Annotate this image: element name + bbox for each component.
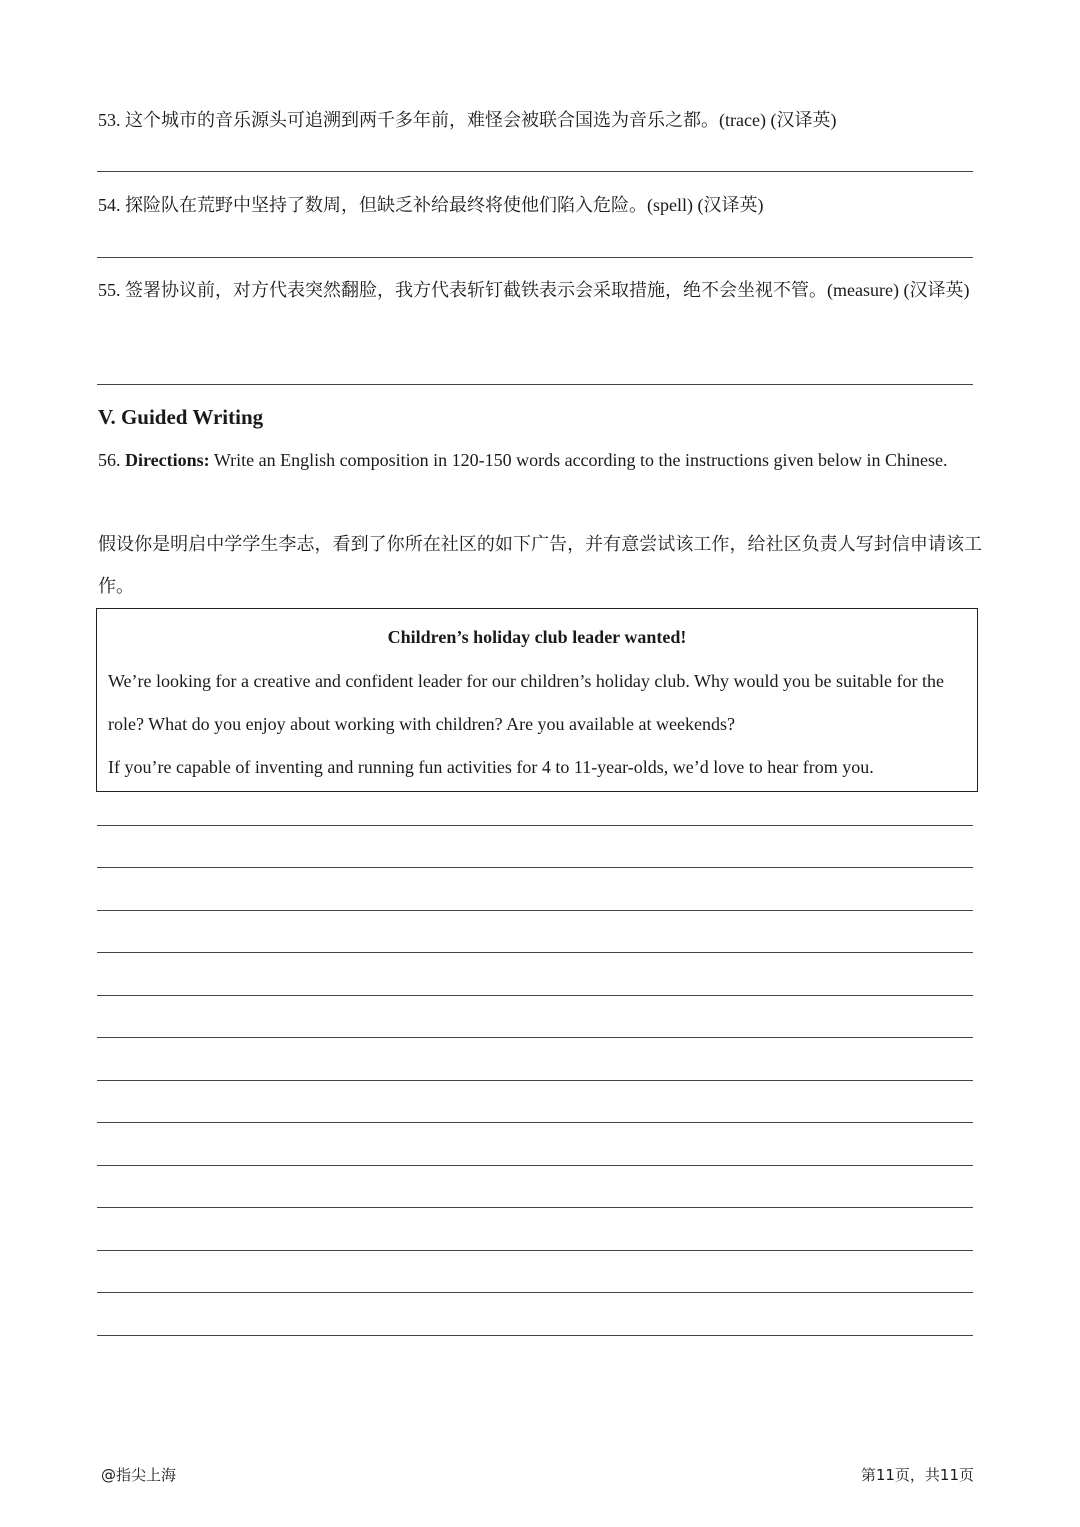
ad-title: Children’s holiday club leader wanted!	[387, 627, 687, 647]
writing-line	[97, 1335, 973, 1336]
writing-line	[97, 910, 973, 911]
ad-box	[96, 608, 978, 792]
answer-line	[97, 257, 973, 258]
writing-line	[97, 1292, 973, 1293]
question-56-directions	[98, 439, 982, 481]
writing-line	[97, 1165, 973, 1166]
question-number: 54.	[98, 195, 121, 215]
answer-line	[97, 171, 973, 172]
ad-paragraph: If you’re capable of inventing and running fun activities for 4 to 11-year-olds, we’d love to hear from you.	[108, 757, 874, 777]
writing-line	[97, 1080, 973, 1081]
writing-line	[97, 867, 973, 868]
writing-line	[97, 995, 973, 996]
answer-line	[97, 384, 973, 385]
directions-text: Write an English composition in 120-150 words according to the instructions given below in Chinese.	[213, 450, 948, 470]
question-55	[98, 269, 982, 311]
directions-label: Directions:	[125, 450, 210, 470]
section-title: V. Guided Writing	[98, 405, 264, 429]
question-text: 这个城市的音乐源头可追溯到两千多年前，难怪会被联合国选为音乐之都。(trace) (汉译英)	[125, 110, 837, 130]
ad-paragraph: We’re looking for a creative and confident leader for our children’s holiday club. Why would you be suitable for the role? What do you enjoy about working with children? Are you available at weekends?	[108, 671, 944, 734]
writing-line	[97, 1037, 973, 1038]
question-number: 55.	[98, 280, 121, 300]
chinese-prompt: 假设你是明启中学学生李志，看到了你所在社区的如下广告，并有意尝试该工作，给社区负责人写封信申请该工作。	[98, 534, 982, 596]
question-text: 签署协议前，对方代表突然翻脸，我方代表斩钉截铁表示会采取措施，绝不会坐视不管。(measure) (汉译英)	[125, 280, 970, 300]
ad-body	[108, 660, 969, 789]
question-number: 53.	[98, 110, 121, 130]
question-number: 56.	[98, 450, 121, 470]
page-number: 第11页，共11页	[860, 1466, 974, 1484]
writing-line	[97, 1122, 973, 1123]
footer-source: @指尖上海	[101, 1466, 177, 1484]
writing-line	[97, 952, 973, 953]
question-54	[98, 184, 982, 226]
writing-line	[97, 1207, 973, 1208]
writing-line	[97, 825, 973, 826]
question-53	[98, 99, 982, 141]
question-text: 探险队在荒野中坚持了数周，但缺乏补给最终将使他们陷入危险。(spell) (汉译英)	[125, 195, 764, 215]
writing-line	[97, 1250, 973, 1251]
